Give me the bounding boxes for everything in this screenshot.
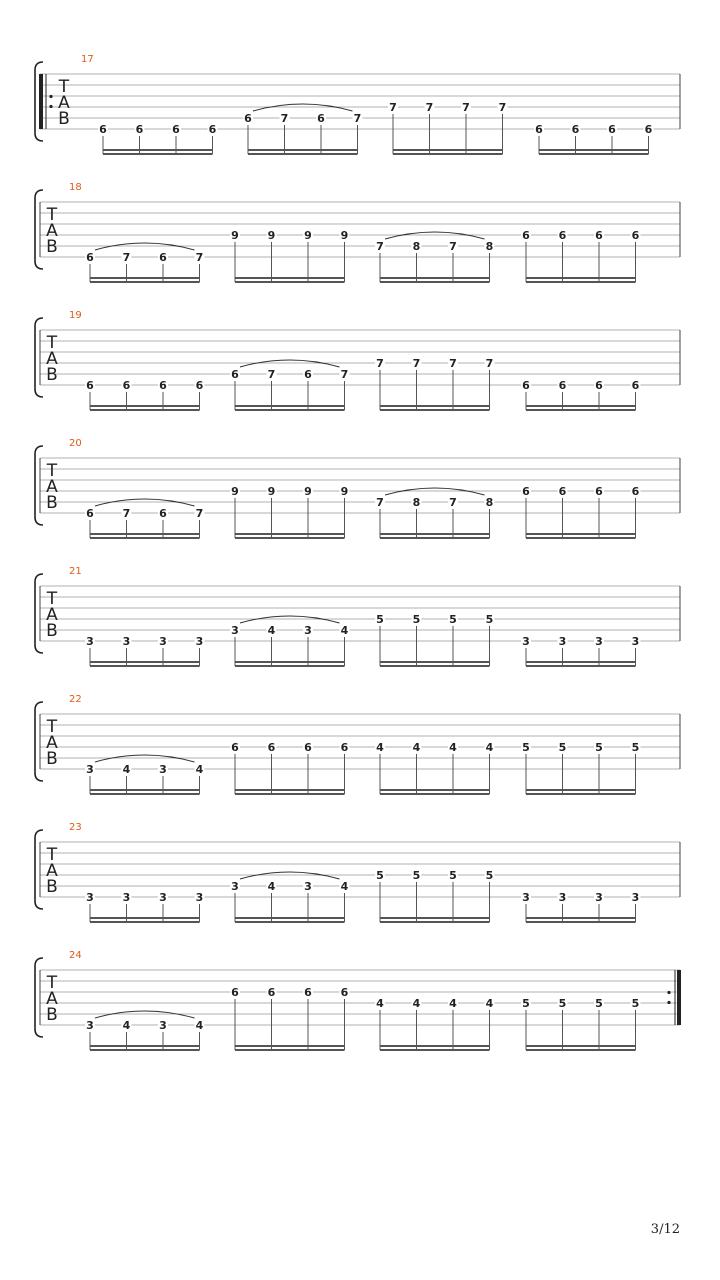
fret-number: 5 [522, 997, 530, 1010]
fret-number: 3 [231, 624, 239, 637]
beam [90, 1049, 200, 1051]
repeat-start-thick-bar [39, 74, 43, 129]
fret-number: 3 [86, 763, 94, 776]
beam [526, 789, 636, 791]
fret-number: 6 [340, 741, 349, 754]
fret-number: 6 [304, 368, 312, 381]
fret-number: 4 [376, 997, 384, 1010]
tab-clef-letter: A [46, 989, 58, 1009]
fret-number: 6 [644, 123, 653, 136]
beam [380, 917, 490, 919]
beam [90, 537, 200, 539]
staff-system [35, 822, 680, 923]
tab-clef-letter: A [46, 477, 58, 497]
fret-number: 8 [412, 496, 421, 509]
fret-number: 6 [159, 251, 167, 264]
bar-number: 21 [69, 566, 82, 577]
fret-number: 4 [340, 624, 349, 637]
fret-number: 6 [340, 986, 349, 999]
tab-clef-letter: B [58, 109, 70, 129]
fret-number: 6 [99, 123, 107, 136]
beam [235, 661, 345, 663]
fret-number: 6 [595, 485, 603, 498]
fret-number: 5 [631, 997, 640, 1010]
fret-number: 7 [376, 496, 384, 509]
fret-number: 3 [122, 891, 131, 904]
beam [235, 277, 345, 279]
fret-number: 6 [231, 741, 239, 754]
beam [526, 537, 636, 539]
fret-number: 6 [631, 485, 640, 498]
fret-number: 6 [595, 379, 603, 392]
beam [90, 1045, 200, 1047]
fret-number: 6 [159, 507, 167, 520]
beam [380, 793, 490, 795]
beam [380, 789, 490, 791]
fret-number: 7 [485, 357, 494, 370]
staff-system [35, 950, 681, 1051]
fret-number: 4 [122, 1019, 131, 1032]
fret-number: 3 [304, 624, 312, 637]
beam [90, 277, 200, 279]
fret-number: 6 [595, 229, 603, 242]
bar-number: 18 [69, 182, 82, 193]
fret-number: 5 [558, 997, 567, 1010]
fret-number: 3 [522, 891, 530, 904]
beam [526, 405, 636, 407]
fret-number: 7 [449, 240, 457, 253]
fret-number: 6 [535, 123, 543, 136]
beam [380, 665, 490, 667]
fret-number: 3 [595, 635, 603, 648]
fret-number: 7 [498, 101, 507, 114]
fret-number: 7 [280, 112, 289, 125]
fret-number: 4 [449, 997, 457, 1010]
fret-number: 7 [389, 101, 397, 114]
fret-number: 6 [522, 379, 530, 392]
beam [235, 917, 345, 919]
fret-number: 4 [412, 997, 421, 1010]
beam [248, 153, 358, 155]
fret-number: 7 [122, 251, 131, 264]
fret-number: 7 [412, 357, 421, 370]
beam [380, 661, 490, 663]
fret-number: 6 [558, 379, 567, 392]
beam [526, 917, 636, 919]
staff-system [35, 182, 680, 283]
fret-number: 9 [340, 229, 349, 242]
fret-number: 4 [376, 741, 384, 754]
fret-number: 6 [86, 379, 94, 392]
fret-number: 5 [412, 869, 421, 882]
fret-number: 3 [159, 1019, 167, 1032]
beam [380, 405, 490, 407]
beam [380, 281, 490, 283]
fret-number: 5 [376, 613, 384, 626]
repeat-dot [49, 105, 52, 108]
beam [526, 793, 636, 795]
fret-number: 6 [558, 485, 567, 498]
beam [393, 153, 503, 155]
fret-number: 6 [208, 123, 217, 136]
fret-number: 3 [304, 880, 312, 893]
beam [90, 921, 200, 923]
beam [380, 1049, 490, 1051]
tab-clef-letter: A [46, 733, 58, 753]
tab-clef-letter: B [46, 877, 58, 897]
tab-clef-letter: T [58, 77, 70, 97]
fret-number: 9 [267, 485, 276, 498]
bar-number: 19 [69, 310, 82, 321]
beam [526, 409, 636, 411]
tab-clef-letter: B [46, 493, 58, 513]
fret-number: 5 [449, 613, 457, 626]
beam [235, 409, 345, 411]
fret-number: 9 [267, 229, 276, 242]
fret-number: 6 [317, 112, 325, 125]
fret-number: 4 [412, 741, 421, 754]
fret-number: 7 [267, 368, 276, 381]
fret-number: 5 [449, 869, 457, 882]
fret-number: 6 [608, 123, 616, 136]
fret-number: 6 [304, 986, 312, 999]
fret-number: 5 [376, 869, 384, 882]
fret-number: 9 [340, 485, 349, 498]
fret-number: 8 [485, 240, 494, 253]
beam [235, 1045, 345, 1047]
fret-number: 7 [122, 507, 131, 520]
fret-number: 5 [522, 741, 530, 754]
fret-number: 6 [304, 741, 312, 754]
fret-number: 5 [485, 613, 494, 626]
staff-system [35, 54, 680, 155]
fret-number: 6 [571, 123, 580, 136]
fret-number: 9 [304, 229, 312, 242]
repeat-dot [667, 991, 670, 994]
beam [539, 153, 649, 155]
beam [380, 277, 490, 279]
fret-number: 3 [86, 635, 94, 648]
fret-number: 5 [412, 613, 421, 626]
fret-number: 3 [231, 880, 239, 893]
fret-number: 5 [595, 997, 603, 1010]
fret-number: 7 [425, 101, 434, 114]
beam [235, 921, 345, 923]
fret-number: 4 [267, 880, 276, 893]
fret-number: 3 [159, 635, 167, 648]
fret-number: 7 [195, 251, 204, 264]
tab-clef-letter: T [46, 461, 58, 481]
beam [90, 409, 200, 411]
fret-number: 5 [595, 741, 603, 754]
tab-clef-letter: A [46, 861, 58, 881]
fret-number: 6 [195, 379, 204, 392]
staff-system [35, 438, 680, 539]
fret-number: 6 [267, 986, 276, 999]
fret-number: 7 [195, 507, 204, 520]
beam [393, 149, 503, 151]
beam [235, 281, 345, 283]
fret-number: 3 [159, 891, 167, 904]
tab-clef-letter: B [46, 749, 58, 769]
fret-number: 9 [304, 485, 312, 498]
fret-number: 3 [631, 891, 640, 904]
fret-number: 7 [376, 240, 384, 253]
tab-clef-letter: A [46, 605, 58, 625]
fret-number: 7 [449, 496, 457, 509]
beam [526, 921, 636, 923]
fret-number: 6 [231, 986, 239, 999]
fret-number: 8 [485, 496, 494, 509]
tab-clef-letter: T [46, 845, 58, 865]
fret-number: 4 [195, 763, 204, 776]
fret-number: 9 [231, 229, 239, 242]
beam [90, 789, 200, 791]
fret-number: 5 [558, 741, 567, 754]
tab-clef-letter: T [46, 333, 58, 353]
tab-clef-letter: B [46, 365, 58, 385]
fret-number: 5 [631, 741, 640, 754]
tab-clef-letter: T [46, 589, 58, 609]
beam [235, 537, 345, 539]
repeat-dot [667, 1001, 670, 1004]
fret-number: 6 [172, 123, 180, 136]
beam [90, 665, 200, 667]
fret-number: 3 [86, 891, 94, 904]
beam [526, 533, 636, 535]
beam [103, 149, 213, 151]
fret-number: 4 [340, 880, 349, 893]
fret-number: 6 [267, 741, 276, 754]
beam [380, 921, 490, 923]
fret-number: 3 [631, 635, 640, 648]
beam [90, 533, 200, 535]
beam [539, 149, 649, 151]
page-number: 3/12 [650, 1222, 680, 1237]
beam [526, 277, 636, 279]
fret-number: 6 [86, 507, 94, 520]
tab-clef-letter: B [46, 621, 58, 641]
fret-number: 3 [195, 891, 204, 904]
fret-number: 4 [485, 997, 494, 1010]
beam [235, 1049, 345, 1051]
beam [526, 1045, 636, 1047]
fret-number: 9 [231, 485, 239, 498]
fret-number: 6 [86, 251, 94, 264]
fret-number: 3 [522, 635, 530, 648]
fret-number: 3 [195, 635, 204, 648]
beam [235, 405, 345, 407]
fret-number: 6 [135, 123, 144, 136]
fret-number: 3 [558, 891, 567, 904]
bar-number: 20 [69, 438, 82, 449]
staff-system [35, 310, 680, 411]
beam [526, 665, 636, 667]
beam [90, 281, 200, 283]
beam [90, 793, 200, 795]
fret-number: 6 [122, 379, 131, 392]
beam [380, 409, 490, 411]
tab-clef-letter: A [58, 93, 70, 113]
beam [380, 533, 490, 535]
beam [235, 793, 345, 795]
fret-number: 5 [485, 869, 494, 882]
bar-number: 22 [69, 694, 82, 705]
beam [380, 1045, 490, 1047]
fret-number: 6 [522, 485, 530, 498]
beam [235, 789, 345, 791]
staff-system [35, 694, 680, 795]
beam [526, 1049, 636, 1051]
fret-number: 4 [122, 763, 131, 776]
bar-number: 17 [81, 54, 94, 65]
tab-clef-letter: A [46, 349, 58, 369]
beam [235, 665, 345, 667]
fret-number: 7 [353, 112, 362, 125]
beam [248, 149, 358, 151]
fret-number: 6 [522, 229, 530, 242]
bar-number: 23 [69, 822, 82, 833]
fret-number: 4 [485, 741, 494, 754]
fret-number: 7 [376, 357, 384, 370]
fret-number: 8 [412, 240, 421, 253]
fret-number: 3 [558, 635, 567, 648]
fret-number: 3 [86, 1019, 94, 1032]
fret-number: 6 [231, 368, 239, 381]
beam [90, 917, 200, 919]
fret-number: 4 [449, 741, 457, 754]
beam [235, 533, 345, 535]
tab-clef-letter: T [46, 205, 58, 225]
bar-number: 24 [69, 950, 82, 961]
fret-number: 6 [244, 112, 252, 125]
fret-number: 7 [449, 357, 457, 370]
fret-number: 6 [558, 229, 567, 242]
fret-number: 7 [462, 101, 470, 114]
fret-number: 3 [595, 891, 603, 904]
tab-clef-letter: B [46, 237, 58, 257]
beam [90, 405, 200, 407]
beam [90, 661, 200, 663]
repeat-dot [49, 95, 52, 98]
tab-clef-letter: T [46, 717, 58, 737]
fret-number: 6 [631, 379, 640, 392]
fret-number: 6 [159, 379, 167, 392]
repeat-end-thick-bar [677, 970, 681, 1025]
beam [380, 537, 490, 539]
tab-clef-letter: B [46, 1005, 58, 1025]
fret-number: 4 [267, 624, 276, 637]
fret-number: 7 [340, 368, 349, 381]
beam [526, 661, 636, 663]
beam [103, 153, 213, 155]
tab-clef-letter: T [46, 973, 58, 993]
tab-clef-letter: A [46, 221, 58, 241]
fret-number: 3 [122, 635, 131, 648]
staff-system [35, 566, 680, 667]
fret-number: 3 [159, 763, 167, 776]
fret-number: 6 [631, 229, 640, 242]
fret-number: 4 [195, 1019, 204, 1032]
beam [526, 281, 636, 283]
